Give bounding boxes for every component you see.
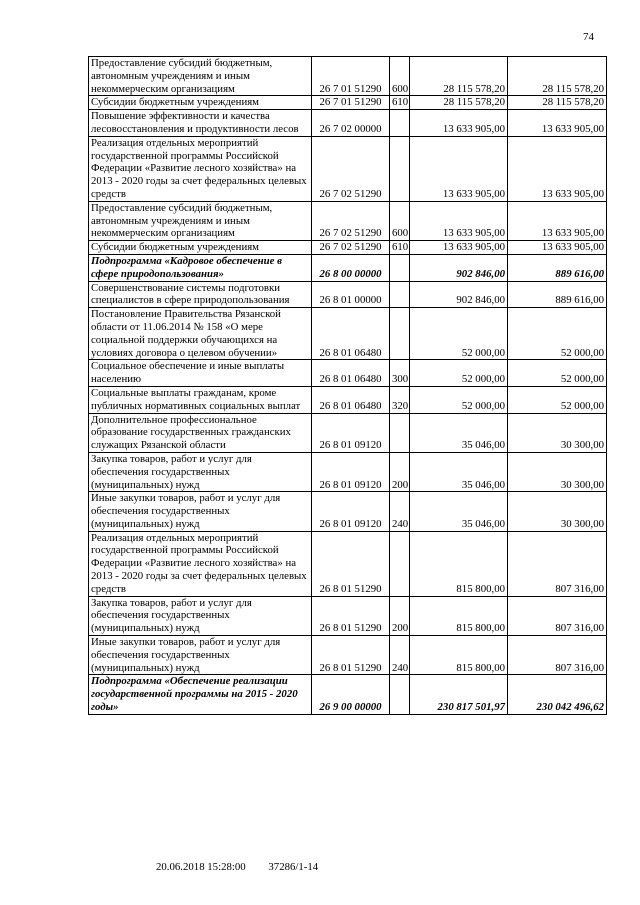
budget-table-body — [89, 57, 607, 715]
footer — [156, 861, 318, 873]
row-amount-2019-cell: 902 846,00 — [410, 254, 508, 281]
row-name-cell: Закупка товаров, работ и услуг для обеспечения государственных (муниципальных) нужд — [89, 452, 312, 491]
page-number: 74 — [583, 31, 594, 43]
row-amount-2020-cell: 807 316,00 — [508, 636, 607, 675]
row-amount-2020-cell: 52 000,00 — [508, 386, 607, 413]
table-row — [89, 531, 607, 596]
row-code-cell: 26 8 01 09120 — [312, 452, 390, 491]
row-amount-2020-cell: 52 000,00 — [508, 360, 607, 387]
row-amount-2019-cell: 13 633 905,00 — [410, 110, 508, 137]
row-name-cell: Субсидии бюджетным учреждениям — [89, 241, 312, 255]
row-name-cell: Субсидии бюджетным учреждениям — [89, 96, 312, 110]
row-code-cell: 26 8 01 06480 — [312, 308, 390, 360]
row-name-cell: Реализация отдельных мероприятий государственной программы Российской Федерации «Развитие лесного хозяйства» на 2013 - 2020 годы за счет федеральных целевых средств — [89, 531, 312, 596]
table-row — [89, 386, 607, 413]
row-code-cell: 26 7 02 00000 — [312, 110, 390, 137]
row-amount-2019-cell: 230 817 501,97 — [410, 675, 508, 714]
table-row — [89, 201, 607, 240]
row-code-cell: 26 7 01 51290 — [312, 96, 390, 110]
row-code-cell: 26 8 01 51290 — [312, 596, 390, 635]
row-name-cell: Иные закупки товаров, работ и услуг для обеспечения государственных (муниципальных) нужд — [89, 636, 312, 675]
row-expense-type-cell: 600 — [390, 201, 410, 240]
row-expense-type-cell: 320 — [390, 386, 410, 413]
row-amount-2020-cell: 13 633 905,00 — [508, 110, 607, 137]
footer-timestamp: 20.06.2018 15:28:00 — [156, 861, 246, 873]
row-expense-type-cell — [390, 531, 410, 596]
row-amount-2019-cell: 815 800,00 — [410, 636, 508, 675]
row-amount-2019-cell: 815 800,00 — [410, 596, 508, 635]
row-code-cell: 26 8 01 06480 — [312, 360, 390, 387]
row-name-cell: Иные закупки товаров, работ и услуг для обеспечения государственных (муниципальных) нужд — [89, 492, 312, 531]
table-row — [89, 636, 607, 675]
row-expense-type-cell: 240 — [390, 492, 410, 531]
row-amount-2019-cell: 13 633 905,00 — [410, 136, 508, 201]
row-expense-type-cell: 200 — [390, 596, 410, 635]
row-expense-type-cell — [390, 308, 410, 360]
table-row — [89, 254, 607, 281]
row-name-cell: Дополнительное профессиональное образование государственных гражданских служащих Рязанской области — [89, 413, 312, 452]
row-code-cell: 26 7 02 51290 — [312, 201, 390, 240]
row-name-cell: Повышение эффективности и качества лесовосстановления и продуктивности лесов — [89, 110, 312, 137]
row-name-cell: Реализация отдельных мероприятий государственной программы Российской Федерации «Развитие лесного хозяйства» на 2013 - 2020 годы за счет федеральных целевых средств — [89, 136, 312, 201]
row-amount-2019-cell: 52 000,00 — [410, 386, 508, 413]
row-name-cell: Подпрограмма «Обеспечение реализации государственной программы на 2015 - 2020 годы» — [89, 675, 312, 714]
row-amount-2020-cell: 30 300,00 — [508, 492, 607, 531]
budget-table — [88, 56, 607, 715]
table-row — [89, 57, 607, 96]
table-row — [89, 308, 607, 360]
row-name-cell: Совершенствование системы подготовки специалистов в сфере природопользования — [89, 281, 312, 308]
row-amount-2020-cell: 230 042 496,62 — [508, 675, 607, 714]
row-code-cell: 26 8 01 51290 — [312, 636, 390, 675]
row-name-cell: Социальное обеспечение и иные выплаты населению — [89, 360, 312, 387]
row-amount-2020-cell: 28 115 578,20 — [508, 96, 607, 110]
row-amount-2020-cell: 889 616,00 — [508, 281, 607, 308]
row-code-cell: 26 8 00 00000 — [312, 254, 390, 281]
table-row — [89, 241, 607, 255]
row-expense-type-cell: 600 — [390, 57, 410, 96]
row-code-cell: 26 8 01 09120 — [312, 413, 390, 452]
table-row — [89, 596, 607, 635]
row-amount-2019-cell: 13 633 905,00 — [410, 241, 508, 255]
row-code-cell: 26 7 01 51290 — [312, 57, 390, 96]
row-amount-2019-cell: 902 846,00 — [410, 281, 508, 308]
row-amount-2020-cell: 13 633 905,00 — [508, 201, 607, 240]
row-expense-type-cell — [390, 413, 410, 452]
row-amount-2020-cell: 13 633 905,00 — [508, 241, 607, 255]
row-code-cell: 26 8 01 09120 — [312, 492, 390, 531]
table-row — [89, 281, 607, 308]
row-code-cell: 26 8 01 51290 — [312, 531, 390, 596]
row-amount-2019-cell: 28 115 578,20 — [410, 57, 508, 96]
row-amount-2020-cell: 807 316,00 — [508, 596, 607, 635]
row-amount-2019-cell: 52 000,00 — [410, 360, 508, 387]
row-amount-2019-cell: 35 046,00 — [410, 452, 508, 491]
row-amount-2019-cell: 35 046,00 — [410, 413, 508, 452]
row-amount-2019-cell: 13 633 905,00 — [410, 201, 508, 240]
row-amount-2020-cell: 807 316,00 — [508, 531, 607, 596]
row-amount-2019-cell: 35 046,00 — [410, 492, 508, 531]
row-expense-type-cell: 240 — [390, 636, 410, 675]
row-expense-type-cell — [390, 281, 410, 308]
row-expense-type-cell — [390, 675, 410, 714]
footer-doc-id: 37286/1-14 — [268, 861, 319, 873]
table-row — [89, 492, 607, 531]
row-amount-2020-cell: 889 616,00 — [508, 254, 607, 281]
table-row — [89, 360, 607, 387]
row-expense-type-cell: 200 — [390, 452, 410, 491]
table-row — [89, 96, 607, 110]
row-amount-2020-cell: 30 300,00 — [508, 452, 607, 491]
row-name-cell: Предоставление субсидий бюджетным, автономным учреждениям и иным некоммерческим организациям — [89, 57, 312, 96]
row-name-cell: Предоставление субсидий бюджетным, автономным учреждениям и иным некоммерческим организациям — [89, 201, 312, 240]
row-amount-2019-cell: 52 000,00 — [410, 308, 508, 360]
row-expense-type-cell — [390, 136, 410, 201]
row-amount-2019-cell: 815 800,00 — [410, 531, 508, 596]
row-amount-2019-cell: 28 115 578,20 — [410, 96, 508, 110]
row-name-cell: Закупка товаров, работ и услуг для обеспечения государственных (муниципальных) нужд — [89, 596, 312, 635]
row-name-cell: Социальные выплаты гражданам, кроме публичных нормативных социальных выплат — [89, 386, 312, 413]
row-code-cell: 26 8 01 00000 — [312, 281, 390, 308]
row-code-cell: 26 9 00 00000 — [312, 675, 390, 714]
row-name-cell: Подпрограмма «Кадровое обеспечение в сфере природопользования» — [89, 254, 312, 281]
table-row — [89, 675, 607, 714]
row-expense-type-cell: 300 — [390, 360, 410, 387]
row-code-cell: 26 7 02 51290 — [312, 241, 390, 255]
row-expense-type-cell: 610 — [390, 96, 410, 110]
row-expense-type-cell — [390, 254, 410, 281]
row-expense-type-cell — [390, 110, 410, 137]
row-amount-2020-cell: 30 300,00 — [508, 413, 607, 452]
row-name-cell: Постановление Правительства Рязанской области от 11.06.2014 № 158 «О мере социальной поддержки обучающихся на условиях договора о целевом обучении» — [89, 308, 312, 360]
row-code-cell: 26 8 01 06480 — [312, 386, 390, 413]
table-row — [89, 413, 607, 452]
row-amount-2020-cell: 28 115 578,20 — [508, 57, 607, 96]
row-amount-2020-cell: 13 633 905,00 — [508, 136, 607, 201]
table-row — [89, 136, 607, 201]
table-row — [89, 110, 607, 137]
table-row — [89, 452, 607, 491]
row-code-cell: 26 7 02 51290 — [312, 136, 390, 201]
row-expense-type-cell: 610 — [390, 241, 410, 255]
row-amount-2020-cell: 52 000,00 — [508, 308, 607, 360]
